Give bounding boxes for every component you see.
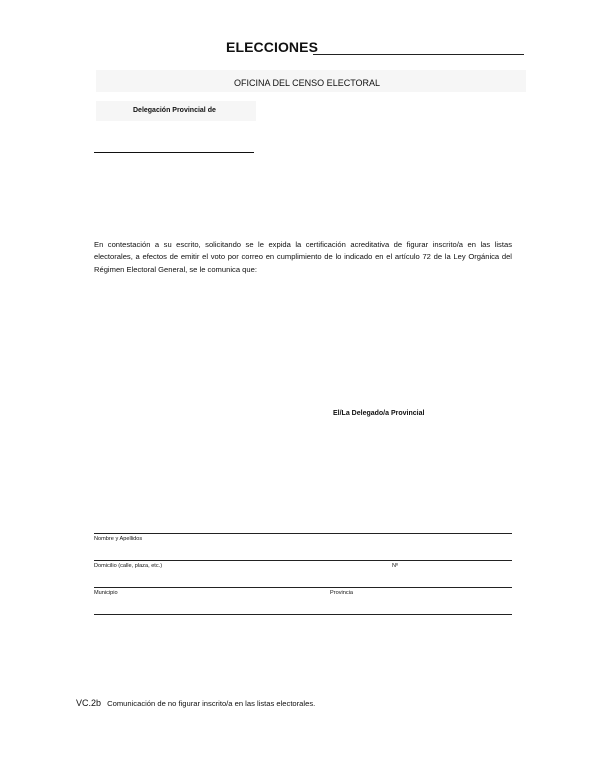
number-field[interactable]: [392, 572, 512, 586]
office-heading: OFICINA DEL CENSO ELECTORAL: [234, 78, 381, 88]
municipality-label: Municipio: [94, 590, 118, 596]
delegation-label: Delegación Provincial de: [133, 107, 216, 114]
divider-address: [94, 587, 512, 588]
divider-name: [94, 560, 512, 561]
election-name-line[interactable]: [313, 54, 524, 55]
name-field[interactable]: [94, 545, 512, 559]
address-line: [94, 152, 254, 153]
body-paragraph: En contestación a su escrito, solicitando se le expida la certificación acreditativa de figurar inscrito/a en las listas electorales, a efectos de emitir el voto por correo en cumplimiento de lo indicado en el artículo 72 de la Ley Orgánica del Régimen Electoral General, se le comunica que:: [94, 240, 512, 274]
divider-bottom: [94, 614, 512, 615]
divider-top: [94, 533, 512, 534]
province-field[interactable]: [330, 599, 512, 613]
answer-field[interactable]: [94, 282, 512, 402]
address-label: Domicilio (calle, plaza, etc.): [94, 563, 163, 569]
name-label: Nombre y Apellidos: [94, 536, 143, 542]
municipality-field[interactable]: [94, 599, 324, 613]
form-footer: [76, 698, 315, 708]
form-description: Comunicación de no figurar inscrito/a en las listas electorales.: [107, 699, 316, 708]
delegation-field[interactable]: [218, 105, 338, 117]
province-label: Provincia: [330, 590, 354, 596]
form-title: ELECCIONES: [226, 39, 319, 55]
form-code: VC.2b: [76, 698, 102, 708]
delegate-signature-label: El/La Delegado/a Provincial: [333, 410, 425, 417]
number-label: Nº: [392, 563, 399, 569]
address-field[interactable]: [94, 572, 384, 586]
